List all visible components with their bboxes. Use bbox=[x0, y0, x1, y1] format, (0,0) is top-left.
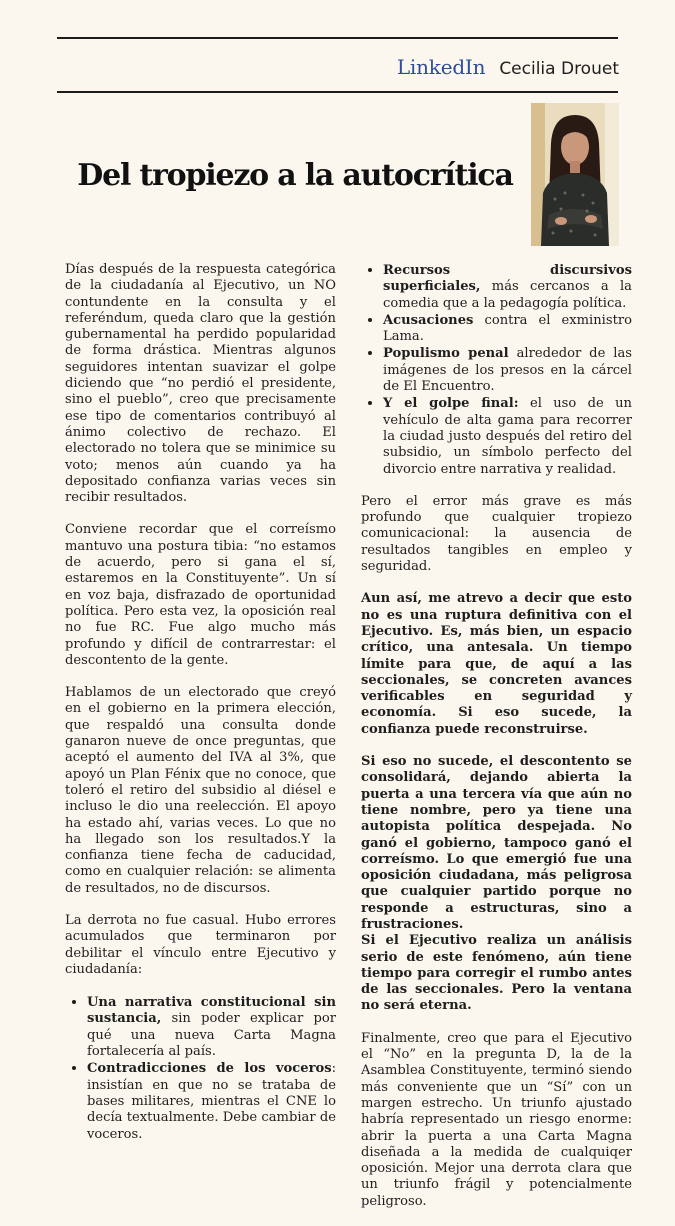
paragraph-bold: Si eso no sucede, el descontento se consolidará, dejando abierta la puerta a una tercera vía que aún no tiene nombre, pero ya tiene una autopista política despejada. No ganó el gobierno, tampoco ganó el correísmo. Lo que emergió fue una oposición ciudadana, más peligrosa que cualquier partido porque no responde a estructuras, sino a frustraciones. bbox=[361, 754, 632, 932]
header bbox=[397, 55, 619, 79]
paragraph: Pero el error más grave es más profundo que cualquier tropiezo comunicacional: la ausencia de resultados tangibles en empleo y seguridad. bbox=[361, 493, 632, 575]
list-item bbox=[87, 1060, 336, 1142]
bottom-rule bbox=[57, 91, 618, 93]
list-item-bold: Recursos discursivos superficiales, bbox=[383, 263, 632, 295]
list-item-bold: Populismo penal bbox=[383, 346, 509, 362]
list-item bbox=[383, 312, 632, 346]
right-column bbox=[361, 262, 632, 1226]
author-portrait-image bbox=[531, 103, 619, 246]
article-title: Del tropiezo a la autocrítica bbox=[77, 158, 513, 193]
list-item-text: alrededor de las imágenes de los presos en la cárcel de El Encuentro. bbox=[383, 346, 632, 395]
list-item-bold: Una narrativa constitucional sin sustancia, bbox=[87, 995, 336, 1027]
list-item-text: contra el exministro Lama. bbox=[383, 312, 632, 345]
paragraph: Hablamos de un electorado que creyó en el gobierno en la primera elección, que respaldó una consulta donde ganaron nueve de once preguntas, que aceptó el aumento del IVA al 3%, que apoyó un Plan Fénix que no conoce, que toleró el retiro del subsidio al diésel e incluso le dio una reelección. El apoyo ha estado ahí, varias veces. Lo que no ha llegado son los resultados.Y la confianza tiene fecha de caducidad, como en cualquier relación: se alimenta de resultados, no de discursos. bbox=[65, 685, 336, 896]
author-name: Cecilia Drouet bbox=[499, 59, 619, 79]
paragraph-bold: Si el Ejecutivo realiza un análisis serio de este fenómeno, aún tiene tiempo para corregir el rumbo antes de las seccionales. Pero la ventana no será eterna. bbox=[361, 933, 632, 1014]
paragraph-bold: Aun así, me atrevo a decir que esto no es una ruptura definitiva con el Ejecutivo. Es, más bien, un espacio crítico, una antesala. Un tiempo límite para que, de aquí a las seccionales, se concreten avances verificables en seguridad y economía. Si eso sucede, la confianza puede reconstruirse. bbox=[361, 591, 632, 737]
top-rule bbox=[57, 37, 618, 39]
list-item-text: sin poder explicar por qué una nueva Carta Magna fortalecería al país. bbox=[87, 1011, 336, 1060]
list-item-text: : insistían en que no se trataba de bases militares, mientras el CNE lo decía textualmente. Debe cambiar de voceros. bbox=[87, 1061, 336, 1142]
paragraph: Finalmente, creo que para el Ejecutivo el “No” en la pregunta D, la de la Asamblea Constituyente, terminó siendo más conveniente que un “Sí” con un margen estrecho. Un triunfo ajustado habría representado un riesgo enorme: abrir la puerta a una Carta Magna diseñada a la medida de cualquiqer oposición. Mejor una derrota clara que un triunfo frágil y potencialmente peligroso. bbox=[361, 1030, 632, 1209]
paragraph: La derrota no fue casual. Hubo errores acumulados que terminaron por debilitar el vínculo entre Ejecutivo y ciudadanía: bbox=[65, 912, 336, 977]
list-item-text: más cercanos a la comedia que a la pedagogía política. bbox=[383, 279, 632, 311]
left-column bbox=[65, 262, 336, 1159]
list-item bbox=[383, 395, 632, 477]
error-list bbox=[65, 994, 336, 1143]
list-item bbox=[87, 994, 336, 1060]
error-list-continued bbox=[361, 262, 632, 478]
list-item-bold: Contradicciones de los voceros bbox=[87, 1061, 332, 1077]
paragraph: Conviene recordar que el correísmo mantuvo una postura tibia: “no estamos de acuerdo, pero si gana el sí, estaremos en la Constituyente”. Un sí en voz baja, disfrazado de oportunidad política. Pero esta vez, la oposición real no fue RC. Fue algo mucho más profundo y difícil de contrarrestar: el descontento de la gente. bbox=[65, 522, 336, 668]
list-item-text: el uso de un vehículo de alta gama para recorrer la ciudad justo después del retiro del subsidio, un símbolo perfecto del divorcio entre narrativa y realidad. bbox=[383, 396, 632, 477]
linkedin-logo: LinkedIn bbox=[396, 55, 486, 79]
list-item-bold: Y el golpe final: bbox=[383, 396, 519, 412]
author-photo bbox=[531, 103, 619, 246]
list-item bbox=[383, 262, 632, 312]
paragraph: Días después de la respuesta categórica de la ciudadanía al Ejecutivo, un NO contundente en la consulta y el referéndum, queda claro que la gestión gubernamental ha perdido popularidad de forma drástica. Mientras algunos seguidores intentan suavizar el golpe diciendo que “no perdió el presidente, sino el pueblo”, creo que precisamente ese tipo de comentarios contribuyó al ánimo colectivo de rechazo. El electorado no tolera que se minimice su voto; menos aún cuando ya ha depositado confianza varias veces sin recibir resultados. bbox=[65, 262, 336, 506]
list-item-bold: Acusaciones bbox=[383, 312, 474, 328]
list-item bbox=[383, 345, 632, 395]
